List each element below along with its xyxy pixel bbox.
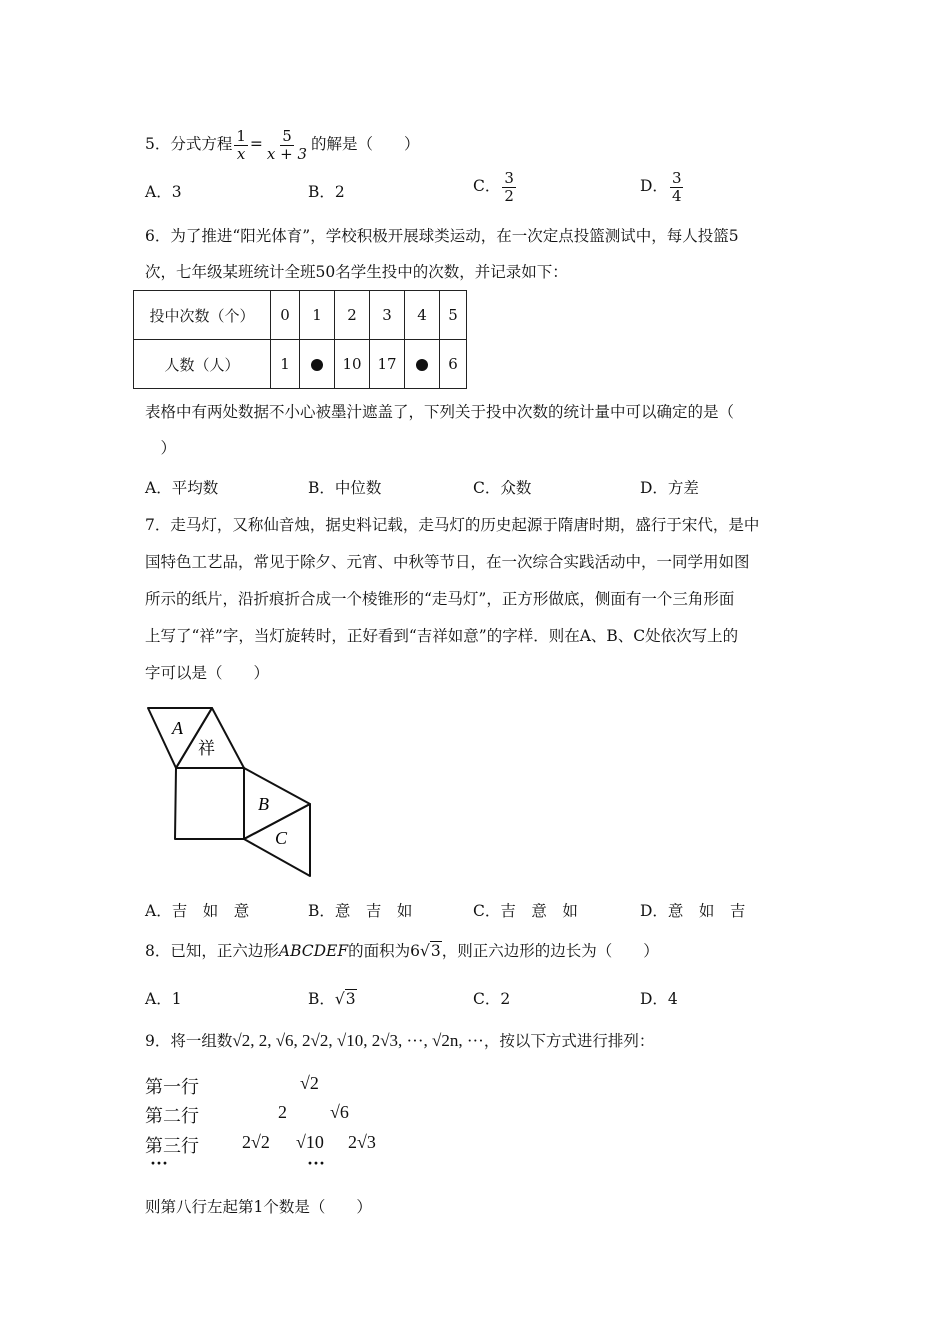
q7-stem-line3: 所示的纸片，沿折痕折合成一个棱锥形的“走马灯”，正方形做底，侧面有一个三角形面 [145,590,735,608]
q9-stem: 9．将一组数√2, 2, √6, 2√2, √10, 2√3, ···, √2n, ···，按以下方式进行排列： [145,1031,655,1050]
row-label-1: 第一行 [145,1077,199,1097]
row-label-2: 第二行 [145,1106,199,1126]
q8-option-c[interactable]: C．2 [473,990,511,1008]
q8-option-b[interactable]: B．√3 [308,990,356,1008]
table-header-shots: 投中次数（个） [134,291,271,340]
ink-blot-icon [311,359,323,371]
shots-table [133,290,467,389]
q5-option-c[interactable]: C． $\frac{3}{2}$ [473,169,514,205]
lantern-net-figure [140,700,330,885]
table-cell: 5 [440,291,467,340]
q7-stem-line5: 字可以是（ ） [145,664,270,682]
net-label-xiang: 祥 [198,739,215,759]
q7-stem-line4: 上写了“祥”字，当灯旋转时，正好看到“吉祥如意”的字样．则在A、B、C处依次写上的 [145,627,739,645]
q7-stem-line2: 国特色工艺品，常见于除夕、元宵、中秋等节日，在一次综合实践活动中，一同学用如图 [145,553,750,571]
hexagon-name: ABCDEF [278,942,349,960]
q5-option-d[interactable]: D． $\frac{3}{4}$ [640,169,682,205]
row-label-3: 第三行 [145,1136,199,1156]
q5-option-a[interactable]: A．3 [145,183,182,201]
q7-option-a[interactable]: A．吉 如 意 [145,902,250,920]
q5-suffix: 的解是（ ） [311,135,420,153]
net-label-a: A [172,718,183,738]
q7-stem-line1: 7．走马灯，又称仙音烛，据史料记载，走马灯的历史起源于隋唐时期，盛行于宋代，是中 [145,516,760,534]
q6-option-b[interactable]: B．中位数 [308,479,382,497]
q9-question: 则第八行左起第1个数是（ ） [145,1198,372,1216]
table-header-people: 人数（人） [134,340,271,389]
ink-blot-icon [416,359,428,371]
q6-option-a[interactable]: A．平均数 [145,479,219,497]
ink-blot-cell [405,340,440,389]
q5-equals: = [249,135,263,153]
row1-item: √2 [300,1073,319,1093]
net-triangle-xiang [176,708,244,768]
table-cell: 17 [370,340,405,389]
table-cell: 3 [370,291,405,340]
continuation-dots: ··· [150,1153,169,1173]
q6-option-c[interactable]: C．众数 [473,479,532,497]
row3-item: 2√2 [242,1132,270,1152]
table-cell: 6 [440,340,467,389]
row3-item: √10 [296,1132,324,1152]
q5-rhs-fraction: $\frac{5}{x + 3}$ [266,127,308,163]
area-sqrt: √3 [420,942,441,960]
net-label-c: C [275,828,288,848]
q8-option-a[interactable]: A．1 [145,990,182,1008]
q8-stem: 8．已知，正六边形ABCDEF的面积为6√3，则正六边形的边长为（ ） [145,942,659,960]
table-cell: 0 [271,291,300,340]
net-label-b: B [258,794,269,814]
row2-item: √6 [330,1102,349,1122]
q5-option-b[interactable]: B．2 [308,183,345,201]
q7-option-b[interactable]: B．意 吉 如 [308,902,413,920]
q8-option-d[interactable]: D．4 [640,990,678,1008]
table-row [134,340,467,389]
table-cell: 1 [271,340,300,389]
q6-stem-line1: 6．为了推进“阳光体育”，学校积极开展球类运动，在一次定点投篮测试中，每人投篮5 [145,227,739,245]
q5-lhs-fraction: $\frac{1}{x}$ [236,127,246,163]
table-cell: 10 [335,340,370,389]
q6-option-d[interactable]: D．方差 [640,479,699,497]
q5-stem [145,128,420,162]
table-cell: 4 [405,291,440,340]
net-square-base [175,768,244,839]
q9-sequence: √2, 2, √6, 2√2, √10, 2√3, ···, √2n, ··· [232,1031,484,1050]
area-coefficient: 6 [410,942,420,960]
continuation-dots: ··· [307,1153,326,1173]
table-row [134,291,467,340]
row2-item: 2 [278,1102,287,1122]
ink-blot-cell [300,340,335,389]
q7-option-c[interactable]: C．吉 意 如 [473,902,578,920]
row3-item: 2√3 [348,1132,376,1152]
q6-after-line2: ） [145,439,177,457]
net-triangle-a [148,708,212,768]
table-cell: 2 [335,291,370,340]
q6-stem-line2: 次，七年级某班统计全班50名学生投中的次数，并记录如下： [145,263,568,281]
q7-option-d[interactable]: D．意 如 吉 [640,902,746,920]
q6-after-line1: 表格中有两处数据不小心被墨汁遮盖了，下列关于投中次数的统计量中可以确定的是（ [145,403,735,421]
table-cell: 1 [300,291,335,340]
q5-prefix: 5．分式方程 [145,135,233,153]
